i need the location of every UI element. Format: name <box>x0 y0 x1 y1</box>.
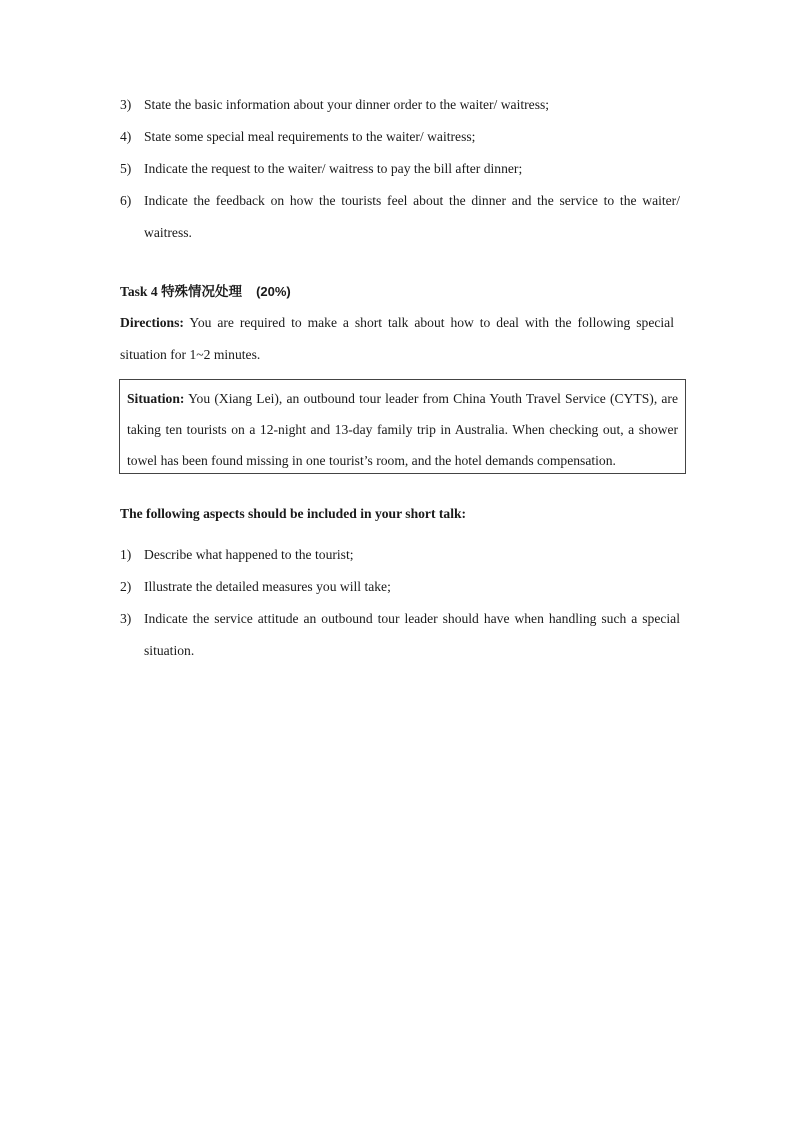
item-number: 1) <box>120 547 132 562</box>
directions-paragraph <box>120 307 674 371</box>
item-number: 3) <box>120 611 132 626</box>
situation-label: Situation: <box>127 391 185 406</box>
situation-box <box>119 379 686 474</box>
aspects-heading: The following aspects should be included in your short talk: <box>120 506 467 521</box>
situation-text: You (Xiang Lei), an outbound tour leader from China Youth Travel Service (CYTS), are taking ten tourists on a 12-night and 13-day family trip in Australia. When checking out, a shower towel has been found missing in one tourist’s room, and the hotel demands compensation. <box>127 391 678 468</box>
item-text: Indicate the feedback on how the tourists feel about the dinner and the service to the waiter/ waitress. <box>144 193 680 240</box>
requirements-list-continued <box>120 89 680 249</box>
item-text: Indicate the service attitude an outbound tour leader should have when handling such a special situation. <box>144 611 680 658</box>
list-item <box>120 153 680 185</box>
task-percentage: (20%) <box>256 284 291 299</box>
item-text: Illustrate the detailed measures you will take; <box>144 579 391 594</box>
item-number: 4) <box>120 129 132 144</box>
task-label: Task 4 <box>120 284 162 299</box>
aspects-list <box>120 539 680 667</box>
task-4-heading <box>120 281 291 303</box>
item-number: 6) <box>120 193 132 208</box>
item-number: 5) <box>120 161 132 176</box>
task-title-chinese: 特殊情况处理 <box>161 284 243 300</box>
item-text: State some special meal requirements to the waiter/ waitress; <box>144 129 476 144</box>
item-number: 2) <box>120 579 132 594</box>
list-item <box>120 121 680 153</box>
directions-text: You are required to make a short talk about how to deal with the following special situation for 1~2 minutes. <box>120 315 674 362</box>
directions-label: Directions: <box>120 315 184 330</box>
list-item <box>120 603 680 667</box>
item-number: 3) <box>120 97 132 112</box>
list-item <box>120 185 680 249</box>
list-item <box>120 571 680 603</box>
item-text: State the basic information about your dinner order to the waiter/ waitress; <box>144 97 550 112</box>
item-text: Describe what happened to the tourist; <box>144 547 354 562</box>
item-text: Indicate the request to the waiter/ waitress to pay the bill after dinner; <box>144 161 523 176</box>
list-item <box>120 89 680 121</box>
list-item <box>120 539 680 571</box>
